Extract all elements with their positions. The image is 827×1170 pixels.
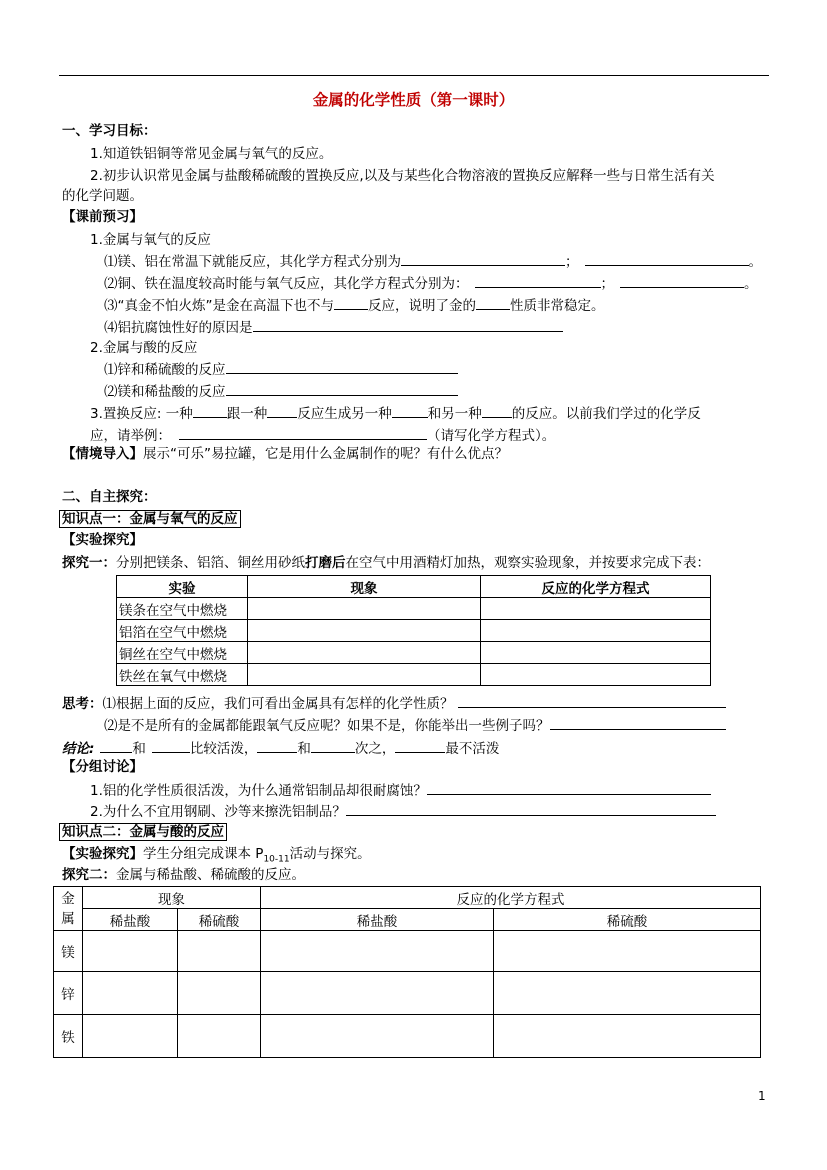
explore-heading: 二、自主探究： xyxy=(62,489,157,505)
cell[interactable] xyxy=(494,1015,761,1058)
intro-label: 【情境导入】 xyxy=(62,446,143,462)
header-equation: 反应的化学方程式 xyxy=(261,887,761,909)
q2-2-text: ⑵镁和稀盐酸的反应 xyxy=(104,384,226,400)
row-label: 锌 xyxy=(54,972,83,1015)
think-1 xyxy=(62,694,726,712)
blank[interactable] xyxy=(100,739,132,753)
goal-2a: 2.初步认识常见金属与盐酸稀硫酸的置换反应,以及与某些化合物溶液的置换反应解释一些与日常生活有关 xyxy=(90,168,715,184)
preview-q1-3 xyxy=(104,296,605,314)
think-2 xyxy=(104,716,726,734)
goals-heading: 一、学习目标： xyxy=(62,123,157,139)
blank[interactable] xyxy=(179,426,427,440)
cell[interactable] xyxy=(248,620,481,642)
q3-text-g: （请写化学方程式）。 xyxy=(427,428,556,444)
experiment-2-sub: 10-11 xyxy=(263,854,290,865)
knowledge-point-1: 知识点一：金属与氧气的反应 xyxy=(59,510,241,528)
header-phenomenon: 现象 xyxy=(248,576,481,598)
q1-1-sep: ； xyxy=(565,254,579,270)
blank[interactable] xyxy=(226,382,458,396)
cell[interactable] xyxy=(83,931,178,972)
blank[interactable] xyxy=(226,360,458,374)
cell[interactable] xyxy=(248,664,481,686)
header-metal xyxy=(54,887,83,931)
blank[interactable] xyxy=(311,739,355,753)
header-metal-1: 金 xyxy=(61,890,75,907)
blank[interactable] xyxy=(267,404,297,418)
conclusion-label: 结论: xyxy=(62,741,95,757)
experiment-label: 【实验探究】 xyxy=(62,532,143,548)
row-label: 镁 xyxy=(54,931,83,972)
blank[interactable] xyxy=(585,252,749,266)
top-rule xyxy=(59,75,769,76)
table-row xyxy=(117,642,711,664)
think-label: 思考： xyxy=(62,696,103,712)
blank[interactable] xyxy=(550,716,726,730)
explore-2 xyxy=(62,867,305,883)
table-header-row xyxy=(54,887,761,909)
explore-2-text: 金属与稀盐酸、稀硫酸的反应。 xyxy=(116,867,305,883)
explore-1 xyxy=(62,555,710,571)
conclusion-b: 比较活泼， xyxy=(189,741,258,757)
blank[interactable] xyxy=(458,694,726,708)
intro-text: 展示“可乐”易拉罐，它是用什么金属制作的呢？有什么优点？ xyxy=(143,446,508,462)
blank[interactable] xyxy=(257,739,297,753)
cell[interactable] xyxy=(178,972,261,1015)
cell[interactable] xyxy=(178,1015,261,1058)
q3-text-c: 反应生成另一种 xyxy=(297,406,392,422)
preview-q2-1 xyxy=(104,360,458,378)
conclusion-e: 最不活泼 xyxy=(445,741,500,757)
q1-2-sep: ； xyxy=(600,276,614,292)
goal-1: 1.知道铁铝铜等常见金属与氧气的反应。 xyxy=(90,146,333,162)
experiment-2 xyxy=(62,846,371,868)
experiment-2-text-b: 活动与探究。 xyxy=(289,846,371,862)
blank[interactable] xyxy=(401,252,565,266)
blank[interactable] xyxy=(482,404,512,418)
header-phenomenon: 现象 xyxy=(83,887,261,909)
cell[interactable] xyxy=(178,931,261,972)
explore-1-label: 探究一： xyxy=(62,555,116,571)
blank[interactable] xyxy=(620,274,744,288)
q3-text-e: 的反应。以前我们学过的化学反 xyxy=(511,406,701,422)
cell[interactable] xyxy=(248,598,481,620)
q2-1-text: ⑴锌和稀硫酸的反应 xyxy=(104,362,226,378)
q1-3-text-b: 反应，说明了金的 xyxy=(368,298,476,314)
blank[interactable] xyxy=(427,781,711,795)
q1-1-text: ⑴镁、铝在常温下就能反应，其化学方程式分别为 xyxy=(104,254,401,270)
q3-text-a: 3.置换反应: 一种 xyxy=(90,406,193,422)
blank[interactable] xyxy=(253,318,563,332)
experiment-2-text-a: 学生分组完成课本 P xyxy=(143,846,264,862)
preview-q1-1 xyxy=(104,252,762,270)
row-label: 铜丝在空气中燃烧 xyxy=(117,642,248,664)
goal-2b: 的化学问题。 xyxy=(62,188,143,204)
q1-3-text-c: 性质非常稳定。 xyxy=(510,298,605,314)
preview-q2: 2.金属与酸的反应 xyxy=(90,340,198,356)
row-label: 铁丝在氧气中燃烧 xyxy=(117,664,248,686)
table-acid xyxy=(53,886,761,1058)
preview-q2-2 xyxy=(104,382,458,400)
header-h2so4-phenomenon: 稀硫酸 xyxy=(178,909,261,931)
cell[interactable] xyxy=(481,642,711,664)
table-row xyxy=(117,620,711,642)
group-q2 xyxy=(90,802,716,820)
think-2-text: ⑵是不是所有的金属都能跟氧气反应呢？如果不是，你能举出一些例子吗？ xyxy=(104,718,550,734)
blank[interactable] xyxy=(395,739,445,753)
preview-q1: 1.金属与氧气的反应 xyxy=(90,232,211,248)
cell[interactable] xyxy=(481,664,711,686)
header-hcl-equation: 稀盐酸 xyxy=(261,909,494,931)
q3-text-d: 和另一种 xyxy=(427,406,482,422)
q1-3-text-a: ⑶“真金不怕火炼”是金在高温下也不与 xyxy=(104,298,334,314)
intro xyxy=(62,446,508,462)
table-header-row xyxy=(117,576,711,598)
preview-q3 xyxy=(90,404,701,422)
explore-1-text-a: 分别把镁条、铝箔、铜丝用砂纸 xyxy=(116,555,305,571)
group-q1-text: 1.铝的化学性质很活泼，为什么通常铝制品却很耐腐蚀？ xyxy=(90,783,427,799)
table-row xyxy=(117,664,711,686)
blank[interactable] xyxy=(334,296,368,310)
blank[interactable] xyxy=(392,404,428,418)
blank[interactable] xyxy=(193,404,227,418)
conclusion-a: 和 xyxy=(132,741,146,757)
table-oxygen xyxy=(116,575,711,686)
cell[interactable] xyxy=(481,598,711,620)
cell[interactable] xyxy=(261,1015,494,1058)
preview-q1-2 xyxy=(104,274,758,292)
preview-heading: 【课前预习】 xyxy=(62,209,143,225)
cell[interactable] xyxy=(494,972,761,1015)
header-hcl-phenomenon: 稀盐酸 xyxy=(83,909,178,931)
cell[interactable] xyxy=(261,931,494,972)
table-subheader-row xyxy=(54,909,761,931)
page-number: 1 xyxy=(758,1089,766,1103)
header-metal-2: 属 xyxy=(61,910,75,927)
cell[interactable] xyxy=(261,972,494,1015)
conclusion-c: 和 xyxy=(297,741,311,757)
cell[interactable] xyxy=(248,642,481,664)
table-row xyxy=(117,598,711,620)
table-row xyxy=(54,931,761,972)
q1-1-end: 。 xyxy=(748,254,762,270)
q1-2-text: ⑵铜、铁在温度较高时能与氧气反应，其化学方程式分别为： xyxy=(104,276,469,292)
cell[interactable] xyxy=(83,972,178,1015)
page-title: 金属的化学性质（第一课时） xyxy=(312,91,515,109)
cell[interactable] xyxy=(481,620,711,642)
header-experiment: 实验 xyxy=(117,576,248,598)
cell[interactable] xyxy=(494,931,761,972)
table-row xyxy=(54,1015,761,1058)
q3-text-b: 跟一种 xyxy=(226,406,268,422)
q3-text-f: 应，请举例： xyxy=(90,428,171,444)
explore-2-label: 探究二： xyxy=(62,867,116,883)
blank[interactable] xyxy=(476,296,510,310)
cell[interactable] xyxy=(83,1015,178,1058)
header-equation: 反应的化学方程式 xyxy=(481,576,711,598)
conclusion xyxy=(62,739,499,757)
preview-q1-4 xyxy=(104,318,563,336)
knowledge-point-2: 知识点二：金属与酸的反应 xyxy=(59,823,227,841)
row-label: 铝箔在空气中燃烧 xyxy=(117,620,248,642)
experiment-2-label: 【实验探究】 xyxy=(62,846,143,862)
conclusion-d: 次之， xyxy=(354,741,396,757)
blank[interactable] xyxy=(346,802,716,816)
group-q2-text: 2.为什么不宜用钢刷、沙等来擦洗铝制品？ xyxy=(90,804,346,820)
q1-4-text: ⑷铝抗腐蚀性好的原因是 xyxy=(104,320,253,336)
group-discussion: 【分组讨论】 xyxy=(62,759,143,775)
row-label: 铁 xyxy=(54,1015,83,1058)
explore-1-text-c: 在空气中用酒精灯加热，观察实验现象，并按要求完成下表： xyxy=(345,555,710,571)
group-q1 xyxy=(90,781,711,799)
header-h2so4-equation: 稀硫酸 xyxy=(494,909,761,931)
preview-q3-cont xyxy=(90,426,555,444)
blank[interactable] xyxy=(152,739,190,753)
row-label: 镁条在空气中燃烧 xyxy=(117,598,248,620)
think-1-text: ⑴根据上面的反应，我们可看出金属具有怎样的化学性质？ xyxy=(102,696,454,712)
q1-2-end: 。 xyxy=(744,276,758,292)
explore-1-text-b: 打磨后 xyxy=(305,555,346,571)
blank[interactable] xyxy=(475,274,601,288)
table-row xyxy=(54,972,761,1015)
